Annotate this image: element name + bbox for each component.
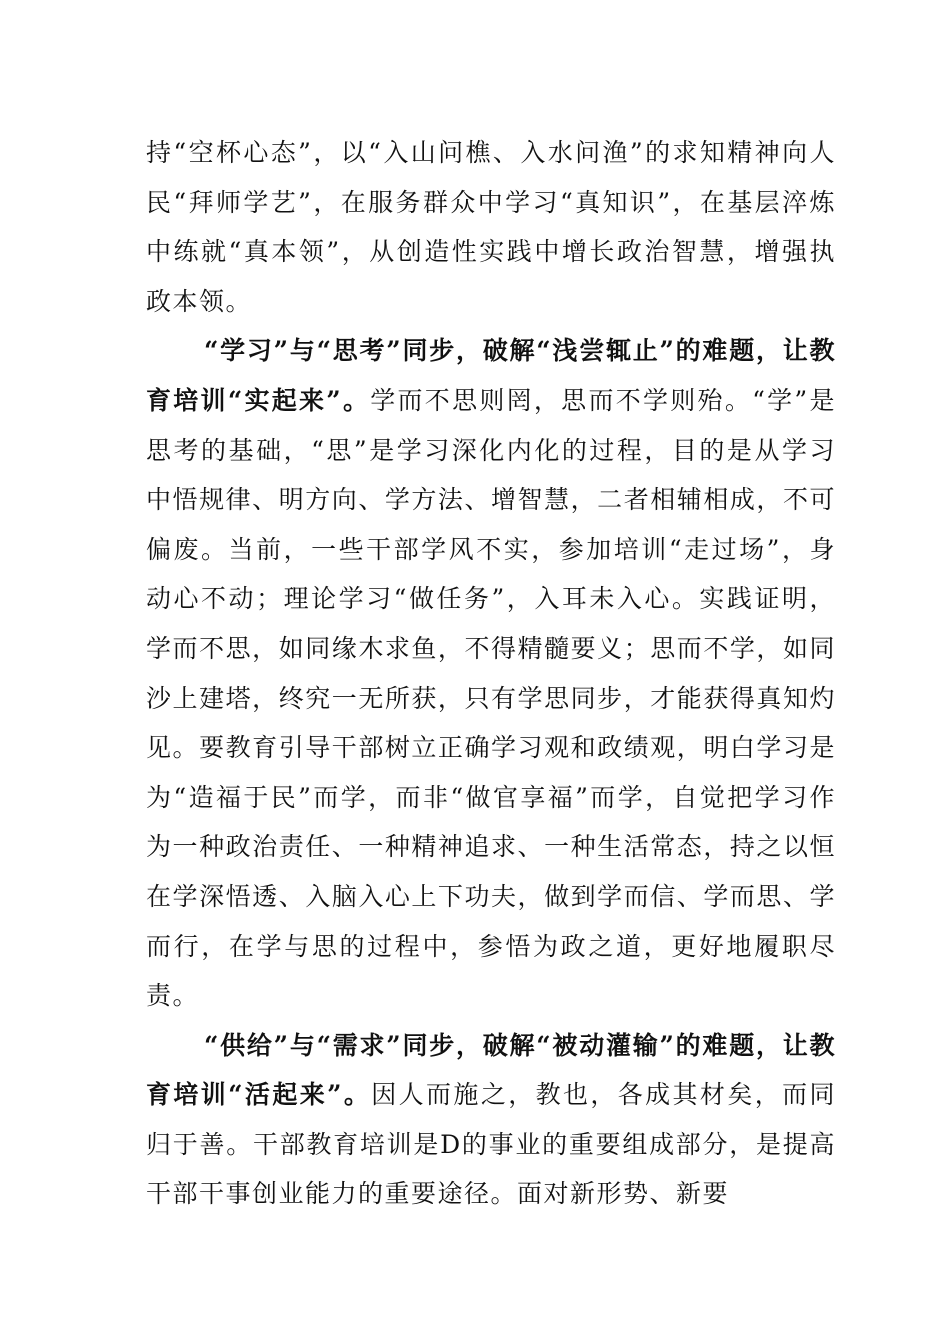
document-body: [146, 128, 836, 1219]
paragraph-heading: “学习”与“思考”同步，破解“浅尝辄止”的难题，让教育培训“实起来”。: [146, 336, 836, 415]
paragraph-heading: “供给”与“需求”同步，破解“被动灌输”的难题，让教育培训“活起来”。: [146, 1030, 836, 1110]
paragraph-study-and-thinking: [146, 326, 836, 1020]
paragraph-supply-and-demand: [146, 1021, 836, 1219]
paragraph-text: 学而不思则罔，思而不学则殆。“学”是思考的基础，“思”是学习深化内化的过程，目的是从学习中悟规律、明方向、学方法、增智慧，二者相辅相成，不可偏废。当前，一些干部学风不实，参加培训“走过场”，身动心不动；理论学习“做任务”，入耳未入心。实践证明，学而不思，如同缘木求鱼，不得精髓要义；思而不学，如同沙上建塔，终究一无所获，只有学思同步，才能获得真知灼见。要教育引导干部树立正确学习观和政绩观，明白学习是为“造福于民”而学，而非“做官享福”而学，自觉把学习作为一种政治责任、一种精神追求、一种生活常态，持之以恒在学深悟透、入脑入心上下功夫，做到学而信、学而思、学而行，在学与思的过程中，参悟为政之道，更好地履职尽责。: [146, 385, 836, 1011]
paragraph-continuation: [146, 128, 836, 326]
paragraph-text: 持“空杯心态”，以“入山问樵、入水问渔”的求知精神向人民“拜师学艺”，在服务群众中学习“真知识”，在基层淬炼中练就“真本领”，从创造性实践中增长政治智慧，增强执政本领。: [146, 138, 836, 316]
paragraph-text: 因人而施之，教也，各成其材矣，而同归于善。干部教育培训是D的事业的重要组成部分，是提高干部干事创业能力的重要途径。面对新形势、新要: [146, 1080, 836, 1209]
